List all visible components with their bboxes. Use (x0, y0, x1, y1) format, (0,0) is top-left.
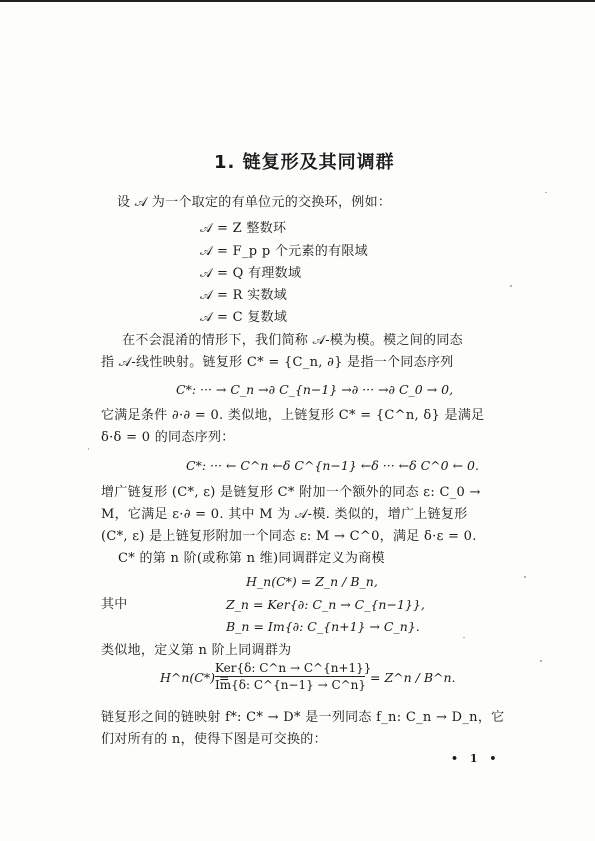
augmented-paragraph-line-1: 增广链复形 (C*, ε) 是链复形 C* 附加一个额外的同态 ε: C_0 → (101, 485, 481, 500)
cohomology-definition-paragraph: 类似地，定义第 n 阶上同调群为 (101, 643, 292, 658)
cochain-paragraph-line-2: δ·δ = 0 的同态序列： (101, 430, 235, 445)
ring-example-complex: 𝒜 = C 复数域 (200, 310, 288, 325)
chain-map-paragraph-line-2: 们对所有的 n，使得下图是可交换的： (101, 732, 327, 747)
chain-complex-formula: C*: ··· → C_n →∂ C_{n−1} →∂ ··· →∂ C_0 → 0, (176, 382, 454, 397)
page-number: • 1 • (451, 752, 501, 765)
cochain-complex-formula: C*: ··· ← C^n ←δ C^{n−1} ←δ ··· ←δ C^0 ← 0. (186, 458, 479, 473)
scan-speck (88, 448, 89, 450)
section-heading: 1. 链复形及其同调群 (214, 152, 395, 173)
cohomology-fraction-numerator: Ker{δ: C^n → C^{n+1}} (215, 661, 372, 675)
ring-example-finite-field: 𝒜 = F_p p 个元素的有限域 (200, 244, 368, 259)
cohomology-fraction-denominator: Im{δ: C^{n−1} → C^n} (215, 678, 367, 692)
ring-example-rationals: 𝒜 = Q 有理数域 (200, 266, 302, 281)
scan-speck (545, 192, 547, 193)
cohomology-formula-rhs: = Z^n / B^n. (370, 670, 456, 685)
chain-map-paragraph-line-1: 链复形之间的链映射 f*: C* → D* 是一列同态 f_n: C_n → D_n，它 (101, 710, 505, 725)
ring-example-reals: 𝒜 = R 实数域 (200, 288, 288, 303)
augmented-paragraph-line-2: M，它满足 ε·∂ = 0. 其中 M 为 𝒜-模. 类似的，增广上链复形 (101, 507, 468, 522)
ring-example-integers: 𝒜 = Z 整数环 (200, 221, 287, 236)
top-border-rule (0, 0, 595, 2)
homology-formula: H_n(C*) = Z_n / B_n, (246, 574, 378, 589)
boundaries-formula: B_n = Im{∂: C_{n+1} → C_n}. (226, 619, 420, 634)
cycles-formula: Z_n = Ker{∂: C_n → C_{n−1}}, (226, 597, 425, 612)
cohomology-formula-lhs: H^n(C*) = (160, 670, 230, 685)
homology-definition-paragraph: C* 的第 n 阶(或称第 n 维)同调群定义为商模 (118, 551, 385, 566)
scan-speck (540, 660, 542, 662)
scan-speck (510, 285, 512, 287)
intro-paragraph: 设 𝒜 为一个取定的有单位元的交换环，例如： (117, 195, 392, 210)
chain-complex-paragraph-line-1: 在不会混淆的情形下，我们简称 𝒜-模为模。模之间的同态 (122, 333, 463, 348)
chain-complex-paragraph-line-2: 指 𝒜-线性映射。链复形 C* = {C_n, ∂} 是指一个同态序列 (101, 355, 454, 370)
scan-speck (524, 576, 526, 578)
augmented-paragraph-line-3: (C*, ε) 是上链复形附加一个同态 ε: M → C^0，满足 δ·ε = 0. (101, 529, 477, 544)
where-label: 其中 (101, 597, 128, 612)
scan-speck (463, 637, 465, 638)
cochain-paragraph-line-1: 它满足条件 ∂·∂ = 0. 类似地，上链复形 C* = {C^n, δ} 是满足 (101, 408, 485, 423)
cohomology-fraction (215, 661, 372, 692)
